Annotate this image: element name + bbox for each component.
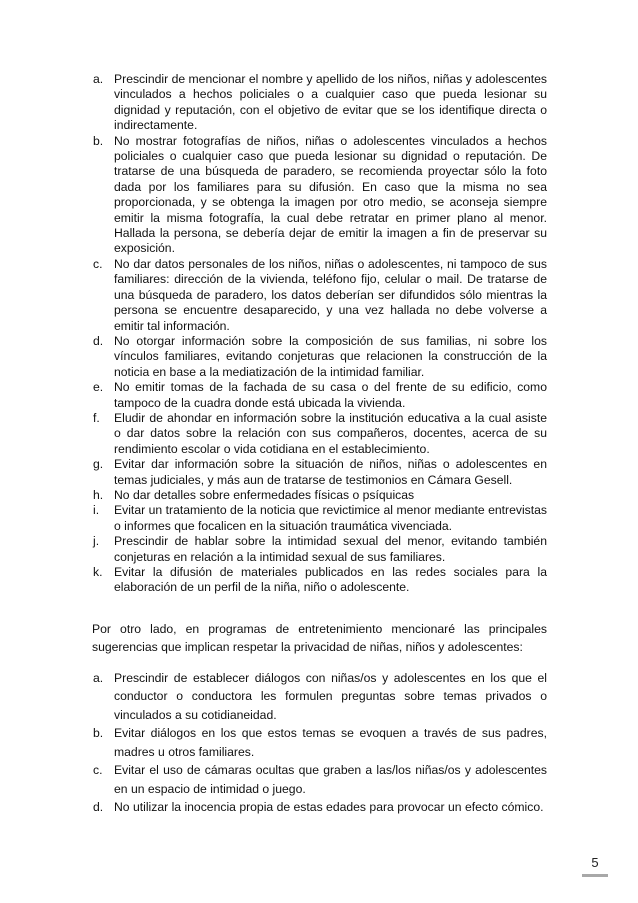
privacy-list-entertainment [92, 669, 547, 817]
list-item [92, 724, 547, 761]
list-marker: e. [93, 380, 104, 395]
list-item [92, 380, 547, 411]
list-item [92, 565, 547, 596]
list-item-text: Prescindir de mencionar el nombre y apellido de los niños, niñas y adolescentes vinculados a hechos policiales o a cualquier caso que pueda lesionar su dignidad y reputación, con el objetivo de evitar que se los identifique directa o indirectamente. [114, 72, 547, 133]
list-marker: b. [93, 133, 104, 148]
list-marker: c. [93, 256, 103, 271]
page-content [92, 72, 547, 817]
list-marker: d. [93, 800, 104, 815]
list-marker: g. [93, 457, 104, 472]
list-item-text: Evitar el uso de cámaras ocultas que graben a las/los niñas/os y adolescentes en un espacio de intimidad o juego. [114, 763, 547, 796]
list-item [92, 534, 547, 565]
list-item [92, 134, 547, 257]
list-item-text: Evitar dar información sobre la situación de niños, niñas o adolescentes en temas judiciales, y más aun de tratarse de testimonios en Cámara Gesell. [114, 457, 547, 487]
list-marker: a. [93, 72, 104, 86]
list-item-text: Prescindir de hablar sobre la intimidad sexual del menor, evitando también conjeturas en relación a la intimidad sexual de sus familiares. [114, 534, 547, 564]
list-item-text: No dar datos personales de los niños, niñas o adolescentes, ni tampoco de sus familiares: dirección de la vivienda, teléfono fijo, celular o mail. De tratarse de una búsqueda de paradero, los datos deberían ser difundidos sólo mientras la persona se encuentre desaparecido, y una vez hallada no debe volverse a emitir tal información. [114, 256, 547, 333]
list-item-text: No otorgar información sobre la composición de sus familias, ni sobre los vínculos familiares, evitando conjeturas que relacionen la construcción de la noticia en base a la mediatización de la intimidad familiar. [114, 333, 547, 379]
list-marker: f. [93, 410, 100, 425]
list-item-text: Evitar la difusión de materiales publicados en las redes sociales para la elaboración de un perfil de la niña, niño o adolescente. [114, 565, 547, 595]
list-item [92, 334, 547, 380]
list-item [92, 488, 547, 503]
list-marker: j. [93, 534, 100, 549]
list-item-text: No emitir tomas de la fachada de su casa o del frente de su edificio, como tampoco de la cuadra donde está ubicada la vivienda. [114, 380, 547, 410]
list-item [92, 669, 547, 725]
list-item [92, 257, 547, 334]
list-item [92, 72, 547, 134]
list-item-text: Evitar un tratamiento de la noticia que revictimice al menor mediante entrevistas o informes que focalicen en la situación traumática vivenciada. [114, 503, 547, 533]
list-marker: i. [93, 503, 100, 518]
list-item [92, 411, 547, 457]
list-marker: k. [93, 565, 103, 579]
privacy-list-news [92, 72, 547, 596]
list-item-text: No mostrar fotografías de niños, niñas o adolescentes vinculados a hechos policiales o cualquier caso que pueda lesionar su dignidad o reputación. De tratarse de una búsqueda de paradero, se recomienda proyectar sólo la foto dada por los familiares para su difusión. En caso que la misma no sea proporcionada, y se obtenga la imagen por otro medio, se aconseja siempre emitir la misma fotografía, la cual debe retratar en primer plano al menor. Hallada la persona, se debería dejar de emitir la imagen a fin de preservar su exposición. [114, 133, 547, 256]
list-item [92, 503, 547, 534]
page-number-rule [582, 874, 608, 877]
list-marker: b. [93, 726, 104, 741]
list-item [92, 457, 547, 488]
list-marker: a. [93, 670, 104, 685]
list-item [92, 798, 547, 817]
list-item-text: Prescindir de establecer diálogos con niñas/os y adolescentes en los que el conductor o conductora les formulen preguntas sobre temas privados o vinculados a su cotidianeidad. [114, 670, 547, 722]
list-item-text: Evitar diálogos en los que estos temas se evoquen a través de sus padres, madres u otros familiares. [114, 726, 547, 759]
list-item-text: No utilizar la inocencia propia de estas edades para provocar un efecto cómico. [114, 800, 544, 815]
list-item-text: No dar detalles sobre enfermedades físicas o psíquicas [114, 487, 415, 502]
intro-paragraph: Por otro lado, en programas de entretenimiento mencionaré las principales sugerencias que implican respetar la privacidad de niñas, niños y adolescentes: [92, 621, 547, 655]
list-marker: c. [93, 763, 103, 778]
list-marker: d. [93, 333, 104, 348]
list-item [92, 761, 547, 798]
list-marker: h. [93, 487, 104, 502]
list-item-text: Eludir de ahondar en información sobre la institución educativa a la cual asiste o dar datos sobre la relación con sus compañeros, docentes, acerca de su rendimiento escolar o vida cotidiana en el establecimiento. [114, 410, 547, 456]
page-number: 5 [591, 855, 599, 870]
